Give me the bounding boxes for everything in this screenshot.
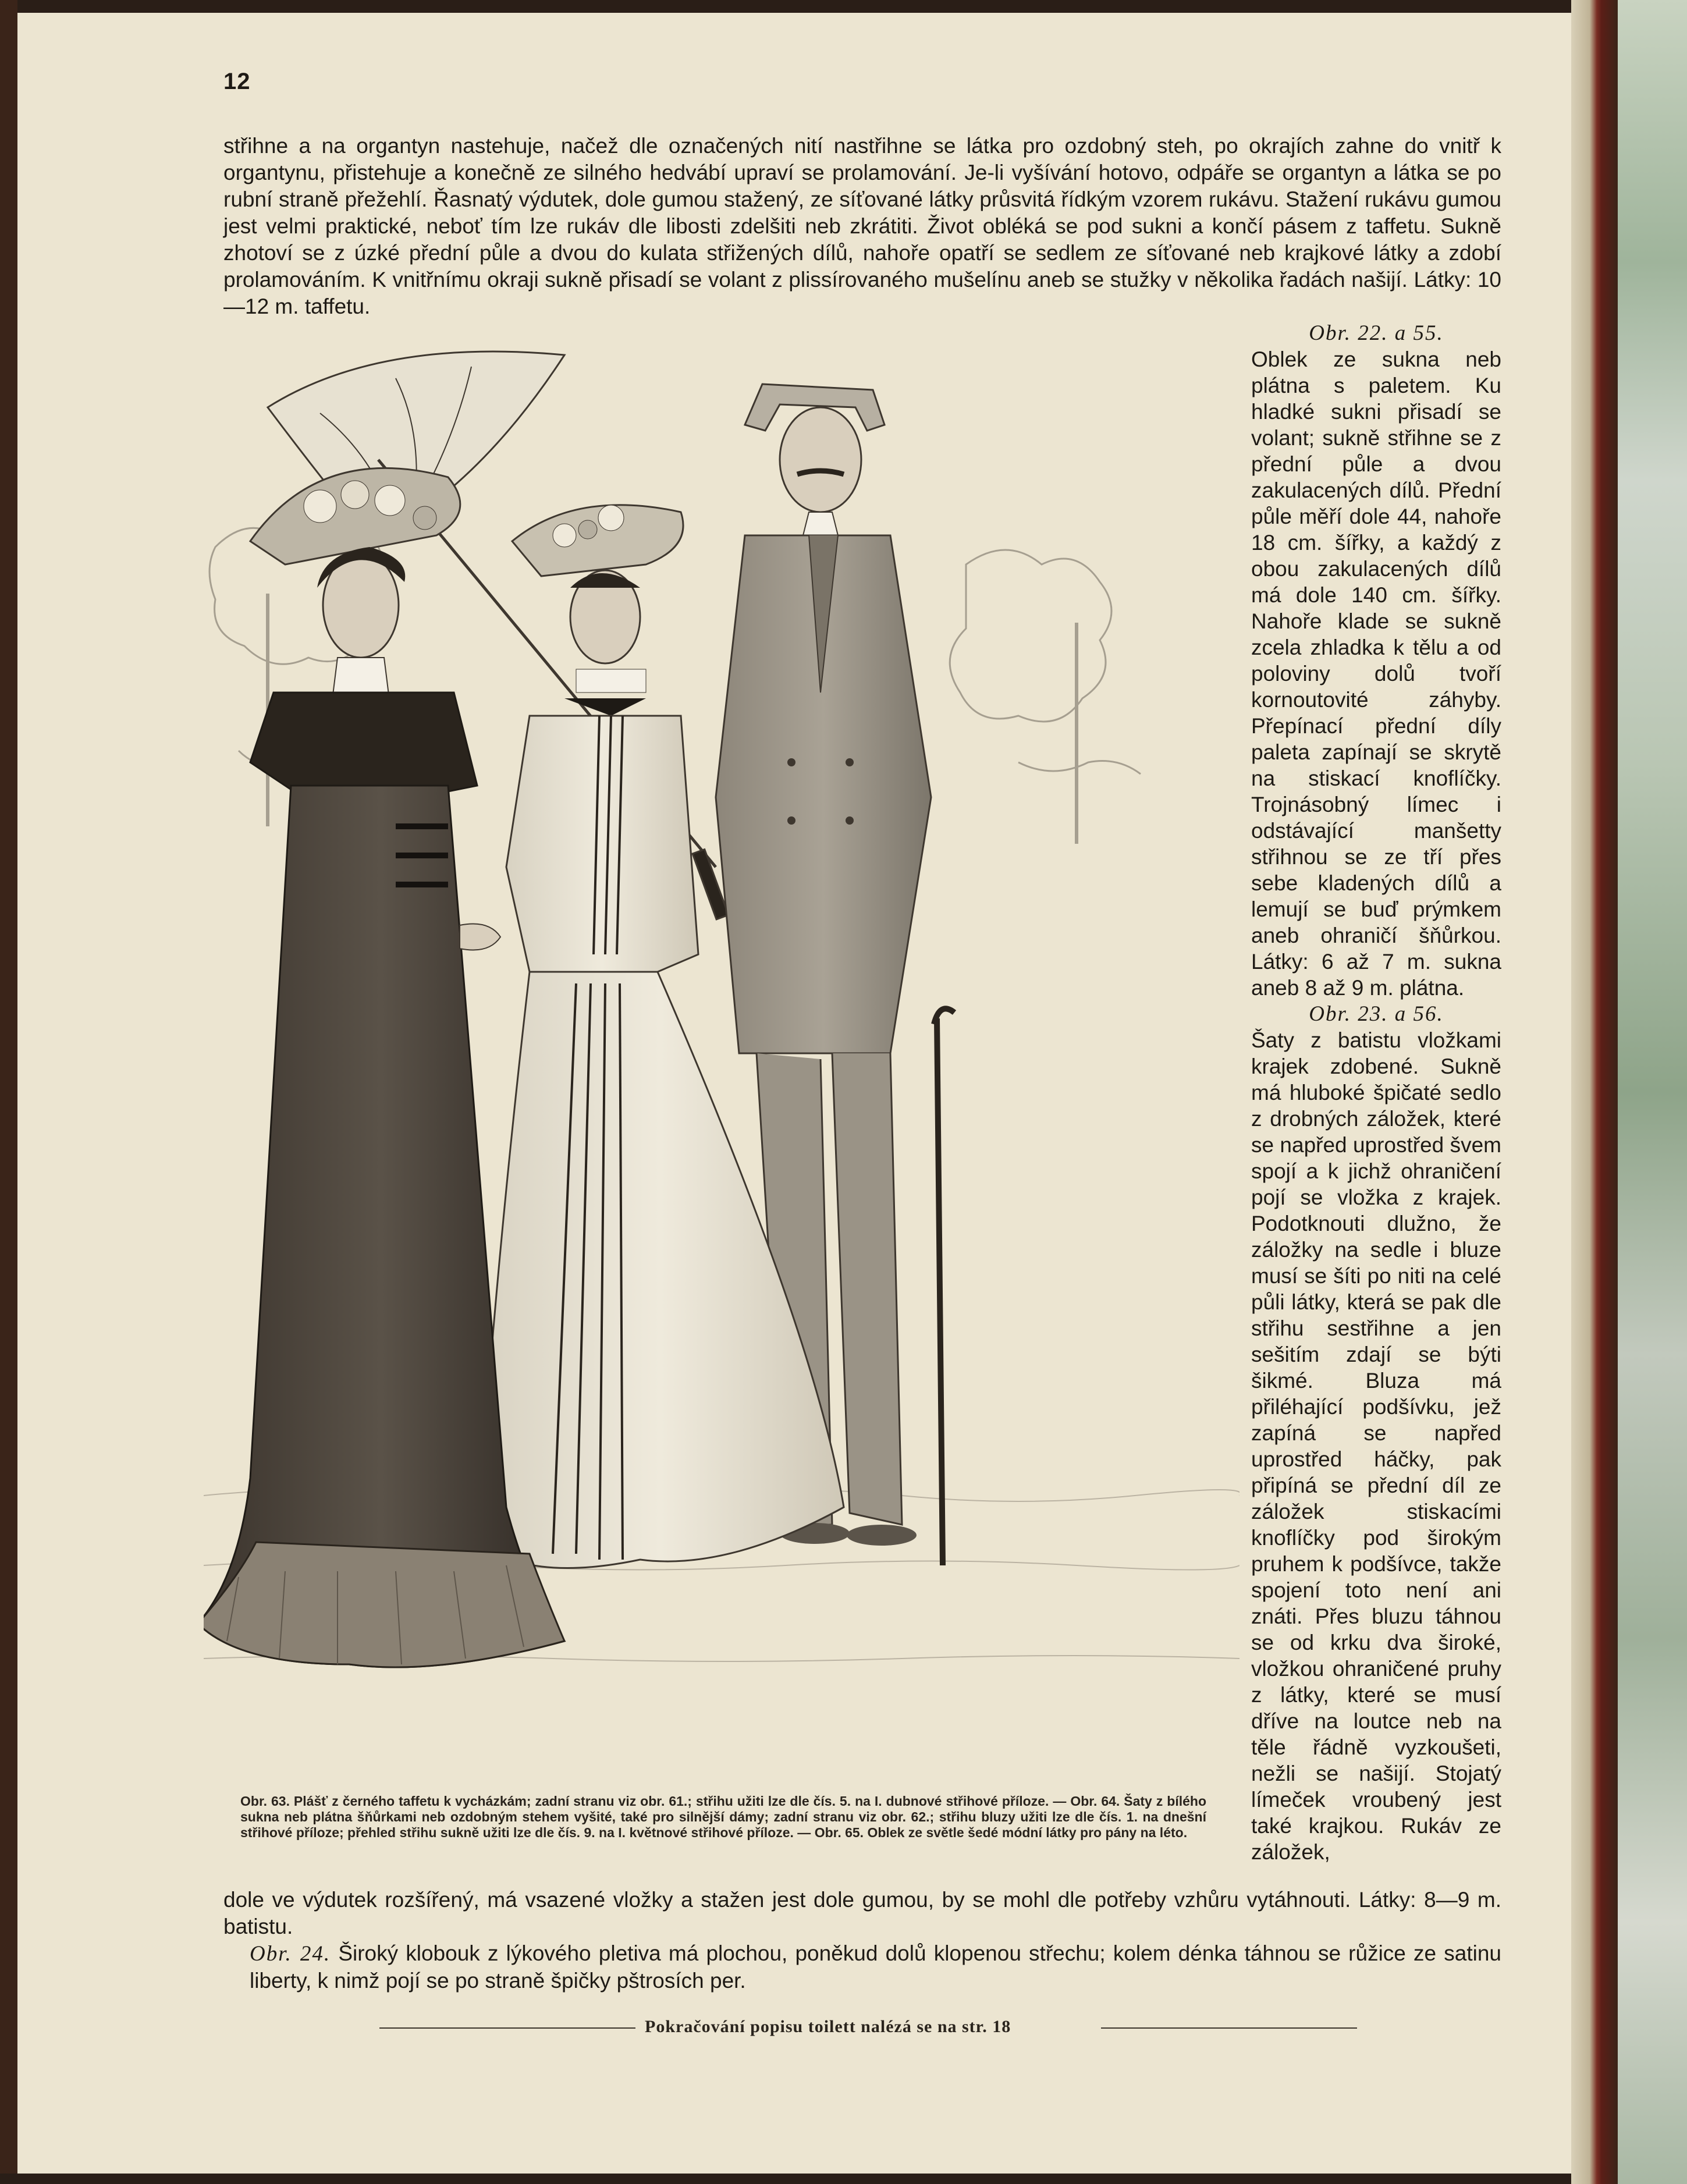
obr24-text: Široký klobouk z lýkového pletiva má plochou, poněkud dolů klopenou střechu; kolem dénka táhnou se růžice ze satinu liberty, k nimž pojí se po straně špičky pštrosích per. — [250, 1941, 1501, 1993]
obr24-paragraph — [223, 1940, 1501, 1994]
intro-paragraph: střihne a na organtyn nastehuje, načež dle označených nití nastřihne se látka pro ozdobný steh, po okrajích zahne do vnitř k organtynu, přistehuje a konečně ze silného hedvábí upraví se prolamování. Je-li vyšívání hotovo, odpáře se organtyn a látka se po rubní straně přežehlí. Řasnatý výdutek, dole gumou stažený, ze síťované látky průsvitá řídkým vzorem rukávu. Stažení rukávu gumou jest velmi praktické, neboť tím lze rukáv dle libosti zdelšiti neb zkrátiti. Život obléká se pod sukni a končí pásem z taffetu. Sukně zhotoví se z úzké přední půle a dvou do kulata střižených dílů, nahoře opatří se sedlem ze síťované neb krajkové látky a zdobí prolamováním. K vnitřnímu okraji sukně přisadí se volant z plissírovaného mušelínu aneb se stužky v několika řadách našijí. Látky: 10—12 m. taffetu. — [223, 134, 1501, 318]
bottom-text — [223, 1887, 1501, 1994]
scan-frame-bottom — [0, 2174, 1687, 2184]
footer-rule-left — [379, 2027, 635, 2029]
sidebar-column — [1251, 320, 1501, 1865]
continuation-paragraph: dole ve výdutek rozšířený, má vsazené vložky a stažen jest dole gumou, by se mohl dle potřeby vzhůru vytáhnouti. Látky: 8—9 m. batistu. — [223, 1888, 1501, 1938]
obr24-heading: Obr. 24. — [250, 1942, 331, 1966]
obr22-heading: Obr. 22. a 55. — [1309, 321, 1444, 345]
scan-frame-left — [0, 0, 17, 2184]
obr23-text: Šaty z batistu vložkami krajek zdobené. Sukně má hluboké špičaté sedlo z drobných záložek, které se napřed uprostřed švem spojí a k jichž ohraničení pojí se vložka z krajek. Podotknouti dlužno, že záložky na sedle i bluze musí se šíti po niti na celé půli látky, která se pak dle střihu sestřihne a jen sešitím zdají se býti šikmé. Bluza má přiléhající podšívku, jež zapíná se napřed uprostřed háčky, pak připíná se přední díl ze záložek stiskacími knoflíčky pod širokým pruhem k podšívce, takže spojení toto není ani znáti. Přes bluzu táhnou se od krku dva široké, vložkou ohraničené pruhy z látky, které se musí dříve na loutce neb na těle řádně vyzkoušeti, nežli se našijí. Stojatý límeček vroubený jest také krajkou. Rukáv ze záložek, — [1251, 1028, 1501, 1864]
footer-continuation-note: Pokračování popisu toilett nalézá se na str. 18 — [645, 2017, 1011, 2036]
obr23-heading: Obr. 23. a 56. — [1309, 1002, 1444, 1026]
footer-rule-right — [1101, 2027, 1357, 2029]
obr22-text: Oblek ze sukna neb plátna s paletem. Ku hladké sukni přisadí se volant; sukně střihne se z přední půle a dvou zakulacených dílů. Přední půle měří dole 44, nahoře 18 cm. šířky, a každý z obou zakulacených dílů má dole 140 cm. šířky. Nahoře klade se sukně zcela zhladka k tělu a od poloviny dolů tvoří kornoutovité záhyby. Přepínací přední díly paleta zapínají se skrytě na stiskací knoflíčky. Trojnásobný límec i odstávající manšetty střihnou se ze tří přes sebe kladených dílů a lemují se buď prýmkem aneb ohraničí šňůrkou. Látky: 6 až 7 m. sukna aneb 8 až 9 m. plátna. — [1251, 347, 1501, 1000]
page-number: 12 — [223, 69, 251, 94]
binding-edge — [1571, 0, 1618, 2184]
figure-caption: Obr. 63. Plášť z černého taffetu k vycházkám; zadní stranu viz obr. 61.; střihu užiti lze dle čís. 5. na I. dubnové střihové příloze. — Obr. 64. Šaty z bílého sukna neb plátna šňůrkami neb ozdobným stehem vyšité, také pro silnější dámy; zadní stranu viz obr. 62.; střihu bluzy užiti lze dle čís. 1. na dnešní střihové příloze; přehled střihu sukně užiti lze dle čís. 9. na I. květnové střihové příloze. — Obr. 65. Oblek ze světle šedé módní látky pro pány na léto. — [240, 1794, 1206, 1840]
scan-frame-top — [0, 0, 1687, 13]
fashion-illustration — [204, 343, 1239, 1787]
adjacent-page-edge — [1618, 0, 1687, 2184]
